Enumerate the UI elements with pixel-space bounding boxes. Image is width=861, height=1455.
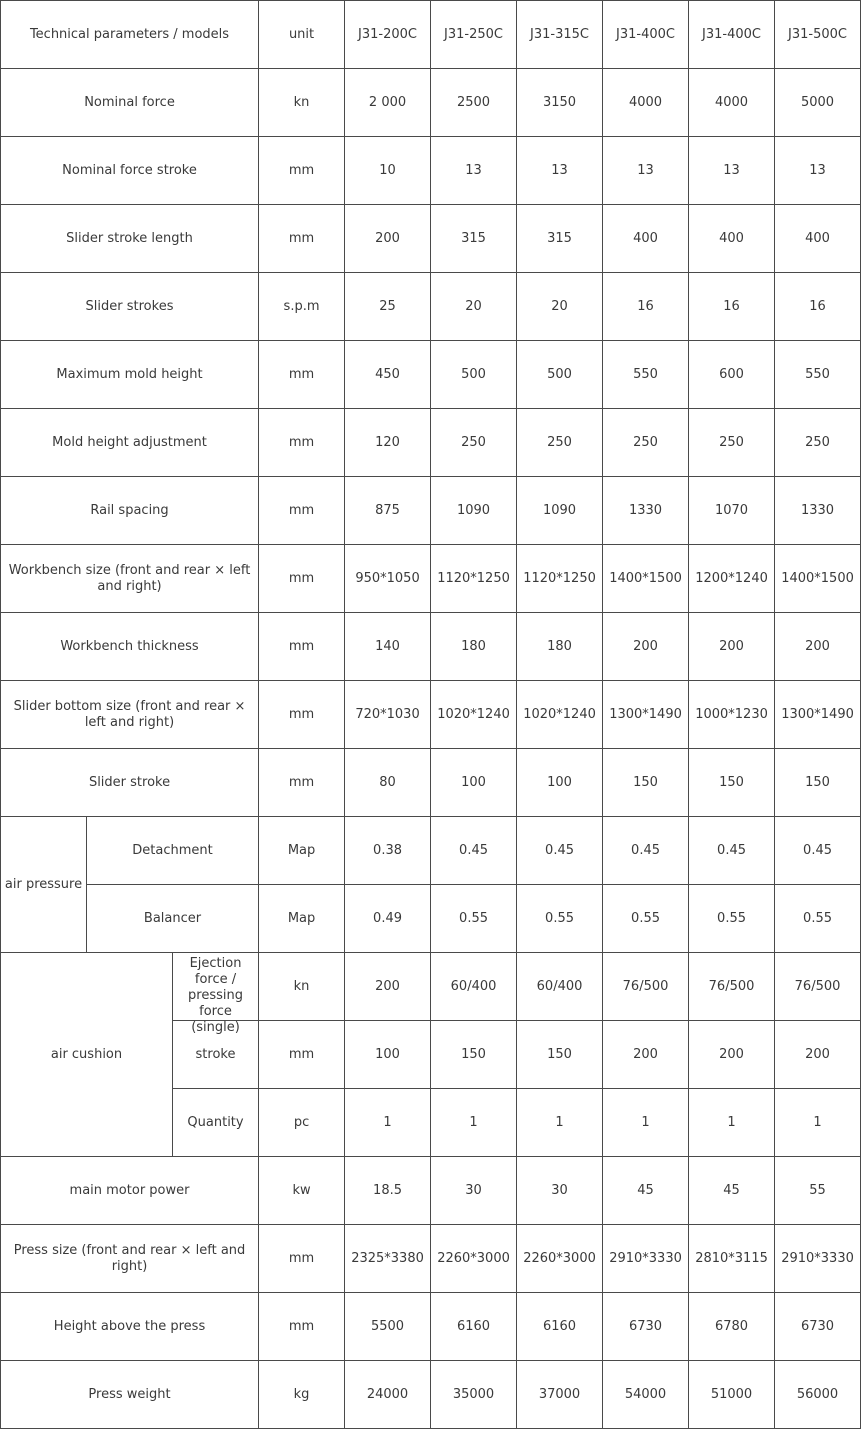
unit-cell: Map	[259, 817, 345, 885]
value-cell: 200	[345, 953, 431, 1021]
value-cell: 600	[689, 341, 775, 409]
param-label-cell: Workbench thickness	[1, 613, 259, 681]
value-cell: 250	[603, 409, 689, 477]
value-cell: 13	[603, 137, 689, 205]
value-cell: 60/400	[431, 953, 517, 1021]
value-cell: 6730	[775, 1293, 861, 1361]
value-cell: 250	[517, 409, 603, 477]
value-cell: 6160	[517, 1293, 603, 1361]
value-cell: 1	[603, 1089, 689, 1157]
group-label-cell: air cushion	[1, 953, 173, 1157]
unit-cell: mm	[259, 749, 345, 817]
value-cell: 55	[775, 1157, 861, 1225]
value-cell: 550	[775, 341, 861, 409]
param-label-cell: main motor power	[1, 1157, 259, 1225]
value-cell: 1020*1240	[431, 681, 517, 749]
value-cell: 1	[689, 1089, 775, 1157]
value-cell: 16	[775, 273, 861, 341]
unit-cell: mm	[259, 1293, 345, 1361]
value-cell: 0.45	[603, 817, 689, 885]
value-cell: 1300*1490	[603, 681, 689, 749]
table-row	[1, 1361, 861, 1429]
model-header-cell: J31-315C	[517, 1, 603, 69]
unit-cell: mm	[259, 477, 345, 545]
value-cell: 250	[775, 409, 861, 477]
value-cell: 2500	[431, 69, 517, 137]
value-cell: 150	[517, 1021, 603, 1089]
value-cell: 1	[345, 1089, 431, 1157]
table-row	[1, 817, 861, 885]
unit-cell: pc	[259, 1089, 345, 1157]
value-cell: 56000	[775, 1361, 861, 1429]
value-cell: 150	[431, 1021, 517, 1089]
value-cell: 315	[517, 205, 603, 273]
value-cell: 400	[603, 205, 689, 273]
unit-cell: mm	[259, 545, 345, 613]
value-cell: 0.55	[689, 885, 775, 953]
table-row	[1, 1157, 861, 1225]
value-cell: 450	[345, 341, 431, 409]
param-label-cell: Press weight	[1, 1361, 259, 1429]
value-cell: 60/400	[517, 953, 603, 1021]
value-cell: 150	[603, 749, 689, 817]
value-cell: 6780	[689, 1293, 775, 1361]
value-cell: 950*1050	[345, 545, 431, 613]
value-cell: 200	[775, 1021, 861, 1089]
value-cell: 200	[775, 613, 861, 681]
table-row	[1, 341, 861, 409]
table-row	[1, 1293, 861, 1361]
table-row	[1, 613, 861, 681]
table-row	[1, 749, 861, 817]
value-cell: 1120*1250	[431, 545, 517, 613]
value-cell: 10	[345, 137, 431, 205]
value-cell: 1090	[431, 477, 517, 545]
value-cell: 24000	[345, 1361, 431, 1429]
table-row	[1, 137, 861, 205]
value-cell: 0.45	[517, 817, 603, 885]
value-cell: 180	[517, 613, 603, 681]
value-cell: 18.5	[345, 1157, 431, 1225]
header-param-cell: Technical parameters / models	[1, 1, 259, 69]
unit-cell: Map	[259, 885, 345, 953]
table-row	[1, 69, 861, 137]
value-cell: 0.55	[431, 885, 517, 953]
sub-param-label-cell: Balancer	[87, 885, 259, 953]
value-cell: 200	[689, 1021, 775, 1089]
table-row	[1, 545, 861, 613]
unit-cell: mm	[259, 137, 345, 205]
value-cell: 250	[689, 409, 775, 477]
value-cell: 0.55	[775, 885, 861, 953]
value-cell: 2 000	[345, 69, 431, 137]
value-cell: 13	[775, 137, 861, 205]
value-cell: 0.55	[517, 885, 603, 953]
table-row	[1, 681, 861, 749]
value-cell: 250	[431, 409, 517, 477]
value-cell: 2910*3330	[603, 1225, 689, 1293]
table-row	[1, 1225, 861, 1293]
value-cell: 150	[775, 749, 861, 817]
value-cell: 13	[517, 137, 603, 205]
sub-param-label-cell: Detachment	[87, 817, 259, 885]
value-cell: 0.49	[345, 885, 431, 953]
unit-cell: mm	[259, 1225, 345, 1293]
header-unit-cell: unit	[259, 1, 345, 69]
unit-cell: kg	[259, 1361, 345, 1429]
value-cell: 1120*1250	[517, 545, 603, 613]
unit-cell: kw	[259, 1157, 345, 1225]
value-cell: 500	[517, 341, 603, 409]
value-cell: 6730	[603, 1293, 689, 1361]
value-cell: 1090	[517, 477, 603, 545]
header-row	[1, 1, 861, 69]
value-cell: 100	[517, 749, 603, 817]
value-cell: 13	[689, 137, 775, 205]
value-cell: 120	[345, 409, 431, 477]
value-cell: 30	[431, 1157, 517, 1225]
value-cell: 4000	[603, 69, 689, 137]
value-cell: 1000*1230	[689, 681, 775, 749]
value-cell: 4000	[689, 69, 775, 137]
unit-cell: mm	[259, 205, 345, 273]
value-cell: 0.38	[345, 817, 431, 885]
param-label-cell: Nominal force stroke	[1, 137, 259, 205]
value-cell: 875	[345, 477, 431, 545]
value-cell: 0.55	[603, 885, 689, 953]
value-cell: 0.45	[431, 817, 517, 885]
table-row	[1, 409, 861, 477]
sub-param-label-cell-text: Quantity	[187, 1114, 244, 1130]
value-cell: 25	[345, 273, 431, 341]
value-cell: 200	[603, 613, 689, 681]
value-cell: 400	[775, 205, 861, 273]
value-cell: 0.45	[689, 817, 775, 885]
sub-param-label-cell-text: Ejection force / pressing force (single)	[188, 955, 243, 1035]
value-cell: 35000	[431, 1361, 517, 1429]
model-header-cell: J31-400C	[603, 1, 689, 69]
value-cell: 140	[345, 613, 431, 681]
unit-cell: mm	[259, 1021, 345, 1089]
param-label-cell: Workbench size (front and rear × left and right)	[1, 545, 259, 613]
value-cell: 1330	[775, 477, 861, 545]
param-label-cell: Slider strokes	[1, 273, 259, 341]
value-cell: 30	[517, 1157, 603, 1225]
model-header-cell: J31-200C	[345, 1, 431, 69]
table-row	[1, 273, 861, 341]
param-label-cell: Height above the press	[1, 1293, 259, 1361]
group-label-cell: air pressure	[1, 817, 87, 953]
value-cell: 1200*1240	[689, 545, 775, 613]
value-cell: 100	[431, 749, 517, 817]
value-cell: 1020*1240	[517, 681, 603, 749]
value-cell: 76/500	[775, 953, 861, 1021]
value-cell: 16	[689, 273, 775, 341]
unit-cell: mm	[259, 409, 345, 477]
value-cell: 315	[431, 205, 517, 273]
value-cell: 0.45	[775, 817, 861, 885]
value-cell: 76/500	[689, 953, 775, 1021]
value-cell: 5000	[775, 69, 861, 137]
param-label-cell: Maximum mold height	[1, 341, 259, 409]
value-cell: 80	[345, 749, 431, 817]
table-row	[1, 477, 861, 545]
value-cell: 13	[431, 137, 517, 205]
value-cell: 20	[517, 273, 603, 341]
unit-cell: mm	[259, 341, 345, 409]
param-label-cell: Slider bottom size (front and rear × left and right)	[1, 681, 259, 749]
unit-cell: s.p.m	[259, 273, 345, 341]
sub-param-label-cell	[173, 1089, 259, 1157]
model-header-cell: J31-250C	[431, 1, 517, 69]
value-cell: 54000	[603, 1361, 689, 1429]
param-label-cell: Nominal force	[1, 69, 259, 137]
param-label-cell: Rail spacing	[1, 477, 259, 545]
value-cell: 100	[345, 1021, 431, 1089]
value-cell: 2910*3330	[775, 1225, 861, 1293]
model-header-cell: J31-500C	[775, 1, 861, 69]
value-cell: 200	[345, 205, 431, 273]
unit-cell: kn	[259, 953, 345, 1021]
unit-cell: mm	[259, 613, 345, 681]
spec-table-body	[1, 1, 861, 1429]
value-cell: 200	[603, 1021, 689, 1089]
table-row	[1, 205, 861, 273]
value-cell: 45	[603, 1157, 689, 1225]
value-cell: 180	[431, 613, 517, 681]
value-cell: 37000	[517, 1361, 603, 1429]
unit-cell: mm	[259, 681, 345, 749]
value-cell: 1300*1490	[775, 681, 861, 749]
value-cell: 1	[431, 1089, 517, 1157]
value-cell: 1330	[603, 477, 689, 545]
value-cell: 3150	[517, 69, 603, 137]
sub-param-label-cell	[173, 953, 259, 1035]
value-cell: 720*1030	[345, 681, 431, 749]
value-cell: 2810*3115	[689, 1225, 775, 1293]
value-cell: 200	[689, 613, 775, 681]
value-cell: 5500	[345, 1293, 431, 1361]
value-cell: 16	[603, 273, 689, 341]
value-cell: 2260*3000	[517, 1225, 603, 1293]
param-label-cell: Slider stroke	[1, 749, 259, 817]
value-cell: 20	[431, 273, 517, 341]
param-label-cell: Slider stroke length	[1, 205, 259, 273]
param-label-cell: Press size (front and rear × left and right)	[1, 1225, 259, 1293]
value-cell: 150	[689, 749, 775, 817]
value-cell: 76/500	[603, 953, 689, 1021]
value-cell: 1400*1500	[603, 545, 689, 613]
value-cell: 1070	[689, 477, 775, 545]
value-cell: 45	[689, 1157, 775, 1225]
value-cell: 2260*3000	[431, 1225, 517, 1293]
unit-cell: kn	[259, 69, 345, 137]
value-cell: 51000	[689, 1361, 775, 1429]
table-row	[1, 885, 861, 953]
model-header-cell: J31-400C	[689, 1, 775, 69]
value-cell: 500	[431, 341, 517, 409]
value-cell: 400	[689, 205, 775, 273]
sub-param-label-cell-text: stroke	[195, 1046, 236, 1062]
value-cell: 2325*3380	[345, 1225, 431, 1293]
value-cell: 1400*1500	[775, 545, 861, 613]
value-cell: 550	[603, 341, 689, 409]
param-label-cell: Mold height adjustment	[1, 409, 259, 477]
value-cell: 6160	[431, 1293, 517, 1361]
table-row	[1, 953, 861, 1021]
value-cell: 1	[517, 1089, 603, 1157]
value-cell: 1	[775, 1089, 861, 1157]
